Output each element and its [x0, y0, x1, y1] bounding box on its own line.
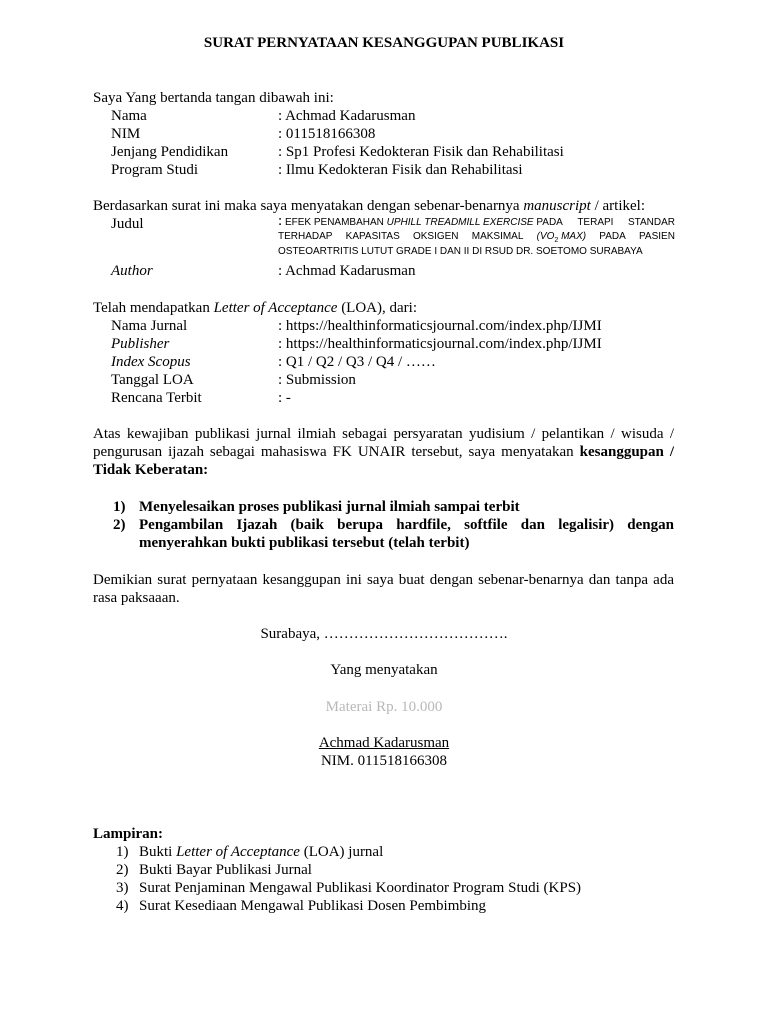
publisher-label: Publisher [111, 336, 170, 352]
attachment-item [116, 861, 677, 879]
attachment-item [116, 843, 677, 861]
journal-name-value: : https://healthinformaticsjournal.com/index.php/IJMI [278, 318, 602, 334]
publisher-value: : https://healthinformaticsjournal.com/index.php/IJMI [278, 336, 602, 352]
statement-prefix: Berdasarkan surat ini maka saya menyatakan dengan sebenar-benarnya [93, 198, 524, 214]
commitment-number: 1) [113, 499, 126, 515]
statement-italic: manuscript [523, 198, 591, 214]
title-subscript: 2 [554, 237, 559, 244]
stamp-placeholder: Materai Rp. 10.000 [325, 699, 443, 715]
nim-label: NIM [111, 126, 141, 142]
title-word: OSTEOARTRITIS LUTUT GRADE I DAN II DI RSUD DR. SOETOMO SURABAYA [278, 246, 643, 257]
commitment-item [113, 498, 674, 516]
closing-paragraph: Demikian surat pernyataan kesanggupan ini saya buat dengan sebenar-benarnya dan tanpa ada rasa paksaaan. [93, 572, 674, 606]
intro-text: Saya Yang bertanda tangan dibawah ini: [93, 90, 334, 106]
title-word: STANDAR [627, 217, 675, 228]
loa-heading-italic: Letter of Acceptance [213, 300, 338, 316]
attachment-item [116, 897, 677, 915]
loa-date-value: : Submission [278, 372, 356, 388]
obligation-paragraph [93, 425, 674, 479]
attachments-list [116, 843, 677, 915]
commitment-item [113, 516, 674, 552]
title-word: PADA [599, 231, 626, 242]
name-value: : Achmad Kadarusman [278, 108, 416, 124]
title-colon: : [278, 213, 283, 229]
study-program-label: Program Studi [111, 162, 199, 178]
title-word: OKSIGEN [412, 231, 459, 242]
statement-suffix: / artikel: [590, 198, 645, 214]
title-word: TERAPI [577, 217, 614, 228]
document-title: SURAT PERNYATAAN KESANGGUPAN PUBLIKASI [203, 35, 565, 51]
title-word: MAX) [561, 231, 587, 242]
index-scopus-label: Index Scopus [111, 354, 191, 370]
commitment-number: 2) [113, 517, 126, 533]
title-word: KAPASITAS [345, 231, 400, 242]
signer-name-row [0, 734, 768, 752]
attachment-text: Surat Kesediaan Mengawal Publikasi Dosen Pembimbing [139, 898, 487, 914]
declarant-label: Yang menyatakan [330, 662, 438, 678]
attachment-number: 3) [116, 880, 129, 896]
attachment-item [116, 879, 677, 897]
attachment-text: Bukti Bayar Publikasi Jurnal [139, 862, 312, 878]
title-label: Judul [111, 216, 144, 232]
article-title-line-3 [278, 244, 675, 259]
title-word: (VO [536, 231, 555, 242]
attachment-number: 4) [116, 898, 129, 914]
loa-heading [93, 299, 417, 317]
signer-name: Achmad Kadarusman [318, 735, 450, 751]
loa-heading-prefix: Telah mendapatkan [93, 300, 214, 316]
article-title [278, 214, 675, 259]
obligation-bold: kesanggupan / Tidak Keberatan: [93, 444, 674, 478]
commitment-text: Menyelesaikan proses publikasi jurnal ilmiah sampai terbit [139, 499, 520, 515]
title-word: EFEK PENAMBAHAN [284, 217, 384, 228]
nim-value: : 011518166308 [278, 126, 376, 142]
title-word: PASIEN [639, 231, 675, 242]
place-date: Surabaya, ………………………………. [260, 626, 508, 642]
name-label: Nama [111, 108, 147, 124]
publish-plan-label: Rencana Terbit [111, 390, 202, 406]
attachment-number: 2) [116, 862, 129, 878]
publish-plan-value: : - [278, 390, 291, 406]
author-value: : Achmad Kadarusman [278, 263, 416, 279]
index-scopus-value: : Q1 / Q2 / Q3 / Q4 / …… [278, 354, 436, 370]
statement-text [93, 197, 645, 215]
title-word: MAKSIMAL [471, 231, 524, 242]
attachment-italic: Letter of Acceptance [176, 844, 300, 860]
article-title-line-1 [278, 214, 675, 229]
education-level-label: Jenjang Pendidikan [111, 144, 229, 160]
attachment-text: Bukti [139, 844, 177, 860]
commitment-list [113, 498, 674, 552]
loa-date-label: Tanggal LOA [111, 372, 194, 388]
education-level-value: : Sp1 Profesi Kedokteran Fisik dan Rehabilitasi [278, 144, 564, 160]
signer-nim: NIM. 011518166308 [320, 753, 448, 769]
title-word: TERHADAP [278, 231, 333, 242]
obligation-text: Atas kewajiban publikasi jurnal ilmiah sebagai persyaratan yudisium / pelantikan / wisuda / pengurusan ijazah sebagai mahasiswa FK UNAIR tersebut, saya menyatakan [93, 426, 674, 460]
article-title-line-2 [278, 229, 675, 244]
attachment-number: 1) [116, 844, 129, 860]
journal-name-label: Nama Jurnal [111, 318, 188, 334]
title-word: PADA [536, 217, 563, 228]
attachments-heading: Lampiran: [93, 826, 164, 842]
title-word: UPHILL TREADMILL EXERCISE [386, 217, 534, 228]
study-program-value: : Ilmu Kedokteran Fisik dan Rehabilitasi [278, 162, 523, 178]
commitment-text: Pengambilan Ijazah (baik berupa hardfile, softfile dan legalisir) dengan menyerahkan bukti publikasi tersebut (telah terbit) [139, 517, 674, 551]
attachment-text: Surat Penjaminan Mengawal Publikasi Koordinator Program Studi (KPS) [139, 880, 582, 896]
attachment-suffix: (LOA) jurnal [299, 844, 384, 860]
loa-heading-suffix: (LOA), dari: [337, 300, 417, 316]
author-label: Author [111, 263, 153, 279]
